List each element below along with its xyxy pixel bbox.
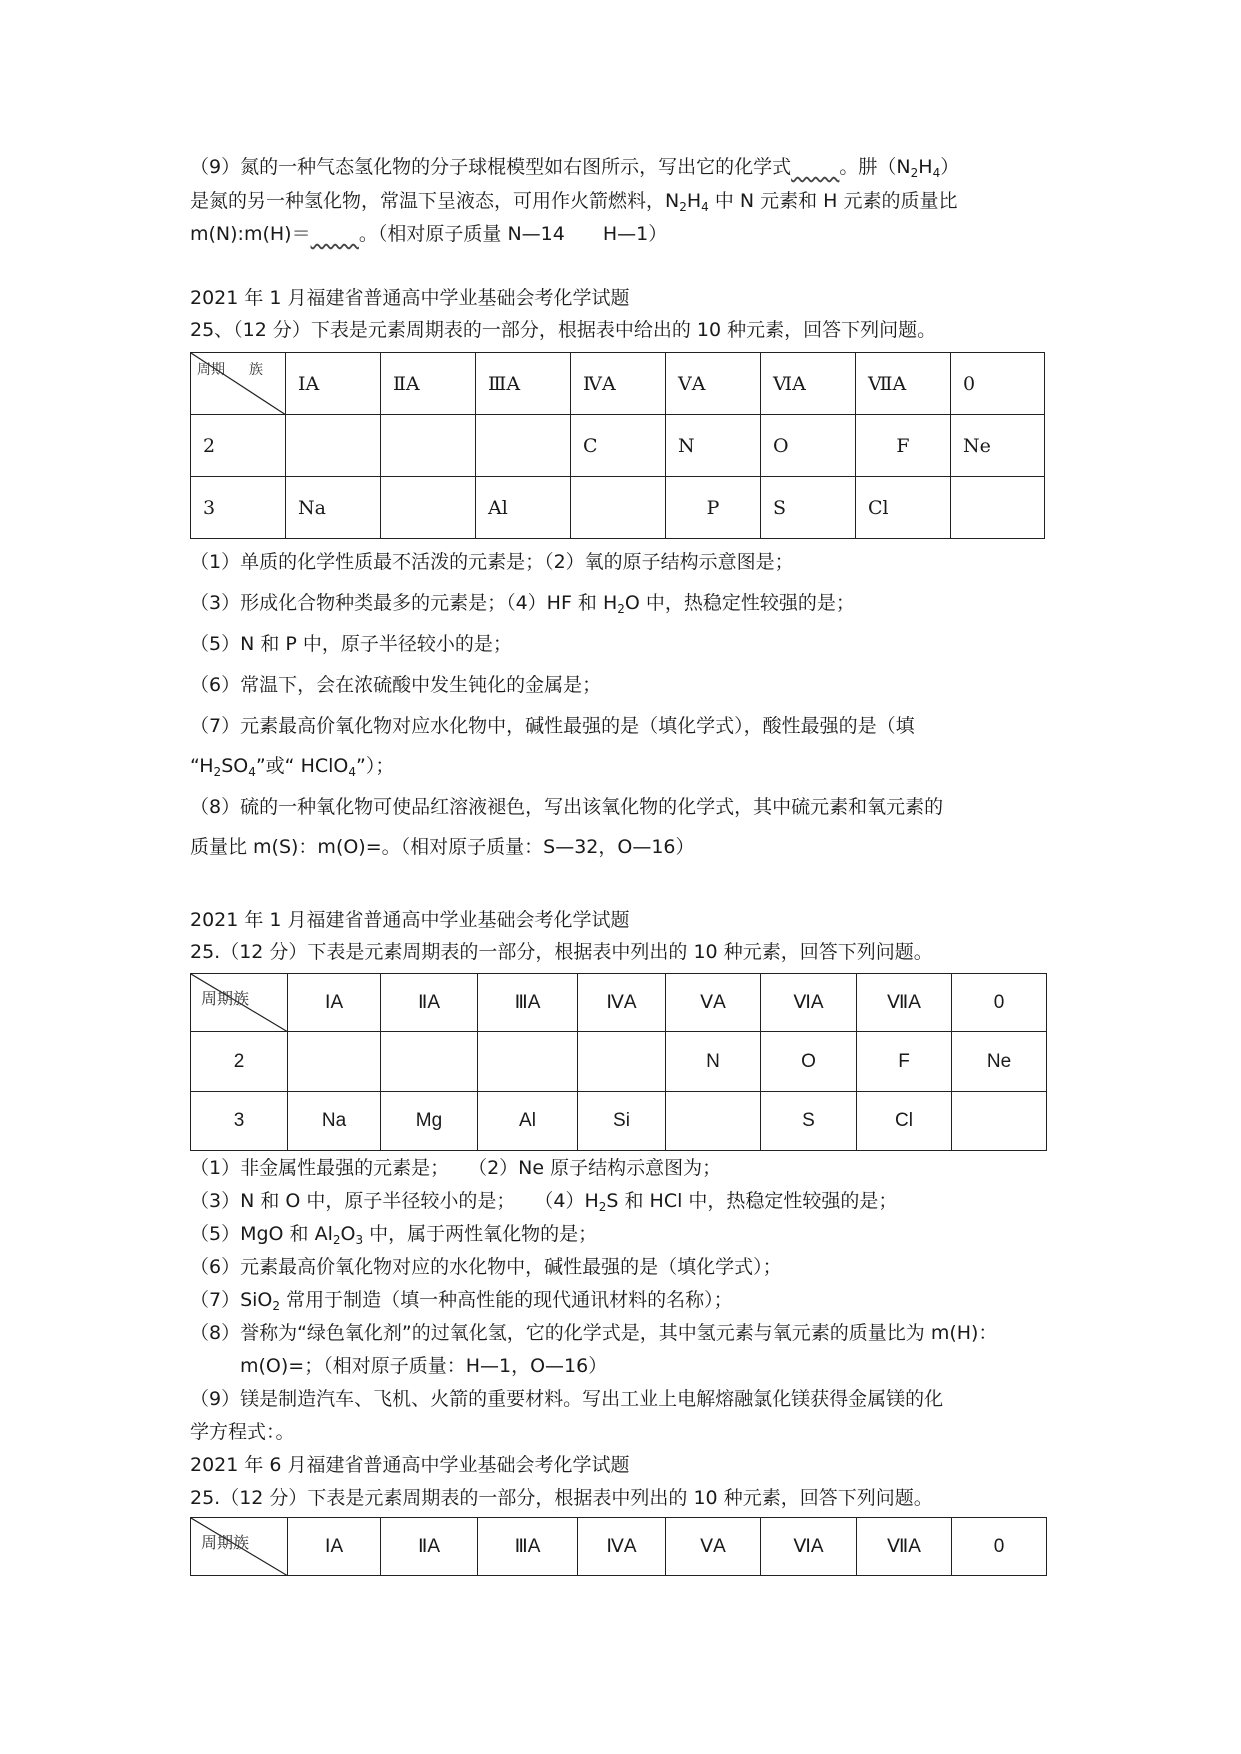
- header-cell: ⅢA: [478, 974, 578, 1032]
- header-cell: ⅢA: [476, 353, 571, 415]
- period-cell: 3: [191, 477, 286, 539]
- exam2-q9-line-1: （9）镁是制造汽车、飞机、火箭的重要材料。写出工业上电解熔融氯化镁获得金属镁的化: [190, 1388, 944, 1410]
- period-cell: 2: [191, 415, 286, 477]
- exam1-q7-line-1: （7）元素最高价氧化物对应水化物中，碱性最强的是（填化学式），酸性最强的是（填: [190, 715, 915, 737]
- q9-line-3: m(N):m(H)＝ 。（相对原子质量 N—14 H—1）: [190, 223, 668, 245]
- period-cell: 2: [191, 1032, 288, 1092]
- element-cell: [578, 1032, 666, 1092]
- header-cell: ⅥA: [761, 974, 857, 1032]
- element-cell: Cl: [857, 1092, 952, 1151]
- element-cell: N: [666, 1032, 761, 1092]
- exam2-q6: （6）元素最高价氧化物对应的水化物中，碱性最强的是（填化学式）；: [190, 1256, 782, 1278]
- element-cell: [476, 415, 571, 477]
- header-cell: ⅤA: [666, 1518, 761, 1576]
- exam2-q5: （5）MgO 和 $Al_2O_3$ 中，属于两性氧化物的是；: [190, 1223, 598, 1247]
- element-cell: Ne: [951, 415, 1045, 477]
- exam1-periodic-table: [190, 352, 1045, 539]
- exam1-q3: （3）形成化合物种类最多的元素是；（4）HF 和 $H_2O$ 中，热稳定性较强的是；: [190, 592, 855, 616]
- exam3-title: 2021 年 6 月福建省普通高中学业基础会考化学试题: [190, 1454, 630, 1476]
- header-cell: 0: [952, 974, 1047, 1032]
- element-cell: S: [761, 1092, 857, 1151]
- header-cell: ⅡA: [381, 974, 478, 1032]
- header-cell: ⅠA: [288, 1518, 381, 1576]
- header-cell: ⅠA: [286, 353, 381, 415]
- exam1-q8-line-1: （8）硫的一种氧化物可使品红溶液褪色，写出该氧化物的化学式，其中硫元素和氧元素的: [190, 796, 944, 818]
- element-cell: O: [761, 1032, 857, 1092]
- element-cell: Ne: [952, 1032, 1047, 1092]
- exam1-q7-line-2: “$H_2SO_4$”或“ HClO$_4$”）；: [190, 755, 395, 779]
- header-cell: ⅤA: [666, 974, 761, 1032]
- element-cell: [381, 415, 476, 477]
- header-cell: ⅥA: [761, 353, 856, 415]
- element-cell: [571, 477, 666, 539]
- header-cell: ⅣA: [571, 353, 666, 415]
- element-cell: [286, 415, 381, 477]
- corner-cell: [191, 974, 288, 1032]
- corner-cell: [191, 1518, 288, 1576]
- exam1-title: 2021 年 1 月福建省普通高中学业基础会考化学试题: [190, 287, 630, 309]
- element-cell: F: [856, 415, 951, 477]
- header-cell: ⅡA: [381, 353, 476, 415]
- element-cell: [478, 1032, 578, 1092]
- exam2-q9-line-2: 学方程式：。: [190, 1421, 295, 1443]
- exam2-question: 25.（12 分）下表是元素周期表的一部分，根据表中列出的 10 种元素，回答下列问题。: [190, 941, 933, 963]
- header-cell: ⅣA: [578, 1518, 666, 1576]
- header-cell: ⅦA: [856, 353, 951, 415]
- table-row: [191, 477, 1045, 539]
- element-cell: [951, 477, 1045, 539]
- exam2-periodic-table: [190, 973, 1047, 1151]
- header-cell: ⅥA: [761, 1518, 857, 1576]
- element-cell: P: [666, 477, 761, 539]
- table-row: [191, 415, 1045, 477]
- element-cell: [666, 1092, 761, 1151]
- corner-label-period: 周期: [197, 362, 225, 378]
- element-cell: O: [761, 415, 856, 477]
- exam3-periodic-table: [190, 1517, 1047, 1576]
- header-cell: ⅦA: [857, 974, 952, 1032]
- element-cell: Na: [286, 477, 381, 539]
- q9-line-1: （9）氮的一种气态氢化物的分子球棍模型如右图所示，写出它的化学式 。肼$(N_2H_4)$: [190, 156, 960, 180]
- header-cell: ⅢA: [478, 1518, 578, 1576]
- element-cell: [381, 1032, 478, 1092]
- element-cell: Cl: [856, 477, 951, 539]
- header-cell: ⅡA: [381, 1518, 478, 1576]
- element-cell: S: [761, 477, 856, 539]
- exam1-q8-line-2: 质量比 m(S)：m(O)=。（相对原子质量：S—32，O—16）: [190, 836, 695, 858]
- header-cell: ⅦA: [857, 1518, 952, 1576]
- element-cell: N: [666, 415, 761, 477]
- header-cell: ⅤA: [666, 353, 761, 415]
- exam2-q8-line-1: （8）誉称为“绿色氧化剂”的过氧化氢，它的化学式是，其中氢元素与氧元素的质量比为 m(H)：: [190, 1322, 998, 1344]
- table-row: [191, 1092, 1047, 1151]
- answer-blank: [311, 223, 359, 245]
- element-cell: [952, 1092, 1047, 1151]
- corner-cell: [191, 353, 286, 415]
- exam2-q1: （1）非金属性最强的元素是； （2）Ne 原子结构示意图为；: [190, 1157, 722, 1179]
- header-cell: ⅠA: [288, 974, 381, 1032]
- q9-line-2: 是氮的另一种氢化物，常温下呈液态，可用作火箭燃料，$N_2H_4$ 中 N 元素和 H 元素的质量比: [190, 190, 958, 214]
- exam2-q7: （7）SiO$_2$ 常用于制造（填一种高性能的现代通讯材料的名称）；: [190, 1289, 733, 1313]
- exam2-q3: （3）N 和 O 中，原子半径较小的是； $(4)H_2S$ 和 HCl 中，热稳定性较强的是；: [190, 1190, 898, 1214]
- header-cell: 0: [952, 1518, 1047, 1576]
- exam1-q5: （5）N 和 P 中，原子半径较小的是；: [190, 633, 512, 655]
- corner-label: 周期族: [201, 1535, 250, 1552]
- element-cell: C: [571, 415, 666, 477]
- corner-label-group: 族: [249, 362, 263, 378]
- exam2-title: 2021 年 1 月福建省普通高中学业基础会考化学试题: [190, 909, 630, 931]
- element-cell: Mg: [381, 1092, 478, 1151]
- exam2-q8-line-2: m(O)=；（相对原子质量：H—1，O—16）: [240, 1355, 608, 1377]
- table-row: [191, 1032, 1047, 1092]
- element-cell: Al: [476, 477, 571, 539]
- period-cell: 3: [191, 1092, 288, 1151]
- element-cell: Al: [478, 1092, 578, 1151]
- exam1-q6: （6）常温下，会在浓硫酸中发生钝化的金属是；: [190, 674, 602, 696]
- element-cell: [381, 477, 476, 539]
- element-cell: Si: [578, 1092, 666, 1151]
- element-cell: Na: [288, 1092, 381, 1151]
- element-cell: [288, 1032, 381, 1092]
- exam1-q1: （1）单质的化学性质最不活泼的元素是；（2）氧的原子结构示意图是；: [190, 551, 794, 573]
- exam1-question: 25、（12 分）下表是元素周期表的一部分，根据表中给出的 10 种元素，回答下列问题。: [190, 319, 937, 341]
- answer-blank: [791, 156, 839, 178]
- exam3-question: 25.（12 分）下表是元素周期表的一部分，根据表中列出的 10 种元素，回答下列问题。: [190, 1487, 933, 1509]
- element-cell: F: [857, 1032, 952, 1092]
- header-cell: 0: [951, 353, 1045, 415]
- corner-label: 周期族: [201, 991, 250, 1008]
- header-cell: ⅣA: [578, 974, 666, 1032]
